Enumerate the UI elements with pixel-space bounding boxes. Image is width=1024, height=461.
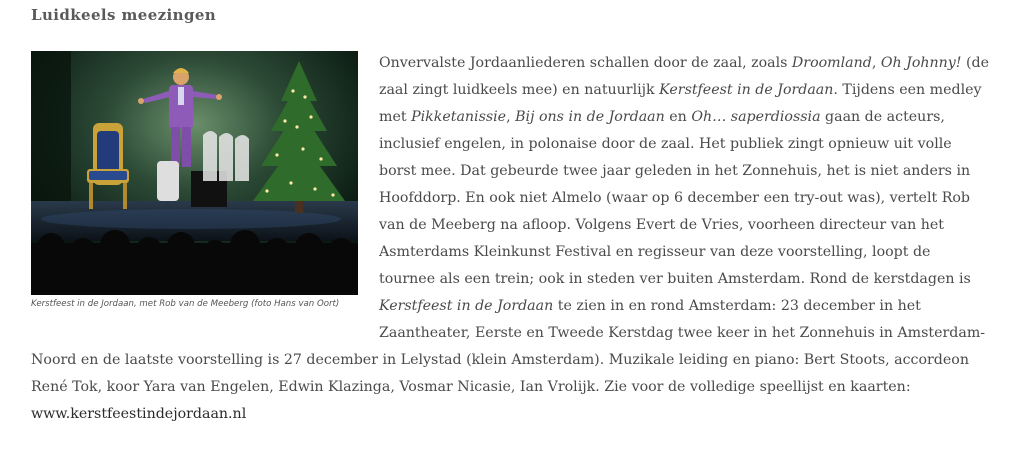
body-line-10: Kerstfeest in de Jordaan te zien in en rond Amsterdam: 23 december in het — [379, 298, 921, 314]
body-line-8: Asmterdams Kleinkunst Festival en regisseur van deze voorstelling, loopt de — [379, 244, 931, 260]
image-caption: Kerstfeest in de Jordaan, met Rob van de Meeberg (foto Hans van Oort) — [31, 299, 340, 309]
section-heading: Luidkeels meezingen — [31, 6, 217, 24]
body-line-4: inclusief engelen, in polonaise door de zaal. Het publiek zingt opnieuw uit volle — [379, 136, 952, 152]
body-line-9: tournee als een trein; ook in steden ver buiten Amsterdam. Rond de kerstdagen is — [379, 271, 971, 287]
body-line-5: borst mee. Dat gebeurde twee jaar geleden in het Zonnehuis, het is niet anders in — [379, 163, 971, 179]
body-line-14 — [31, 404, 246, 424]
body-line-12: Noord en de laatste voorstelling is 27 december in Lelystad (klein Amsterdam). Muzikale leiding en piano: Bert Stoots, accordeon — [31, 352, 969, 368]
tickets-link[interactable]: www.kerstfeestindejordaan.nl — [31, 406, 247, 422]
article-figure — [31, 51, 358, 309]
body-line-3: met Pikketanissie, Bij ons in de Jordaan en Oh… saperdiossia gaan de acteurs, — [379, 109, 945, 125]
stage-photo — [31, 51, 358, 295]
body-line-2: zaal zingt luidkeels mee) en natuurlijk Kerstfeest in de Jordaan. Tijdens een medley — [379, 82, 982, 98]
body-line-7: van de Meeberg na afloop. Volgens Evert de Vries, voorheen directeur van het — [379, 217, 945, 233]
body-line-11: Zaantheater, Eerste en Tweede Kerstdag twee keer in het Zonnehuis in Amsterdam- — [379, 325, 986, 341]
body-line-1: Onvervalste Jordaanliederen schallen door de zaal, zoals Droomland, Oh Johnny! (de — [379, 55, 990, 71]
body-line-6: Hoofddorp. En ook niet Almelo (waar op 6 december een try-out was), vertelt Rob — [379, 190, 970, 206]
body-line-13: René Tok, koor Yara van Engelen, Edwin Klazinga, Vosmar Nicasie, Ian Vrolijk. Zie voor de volledige speellijst en kaarten: — [31, 379, 911, 395]
